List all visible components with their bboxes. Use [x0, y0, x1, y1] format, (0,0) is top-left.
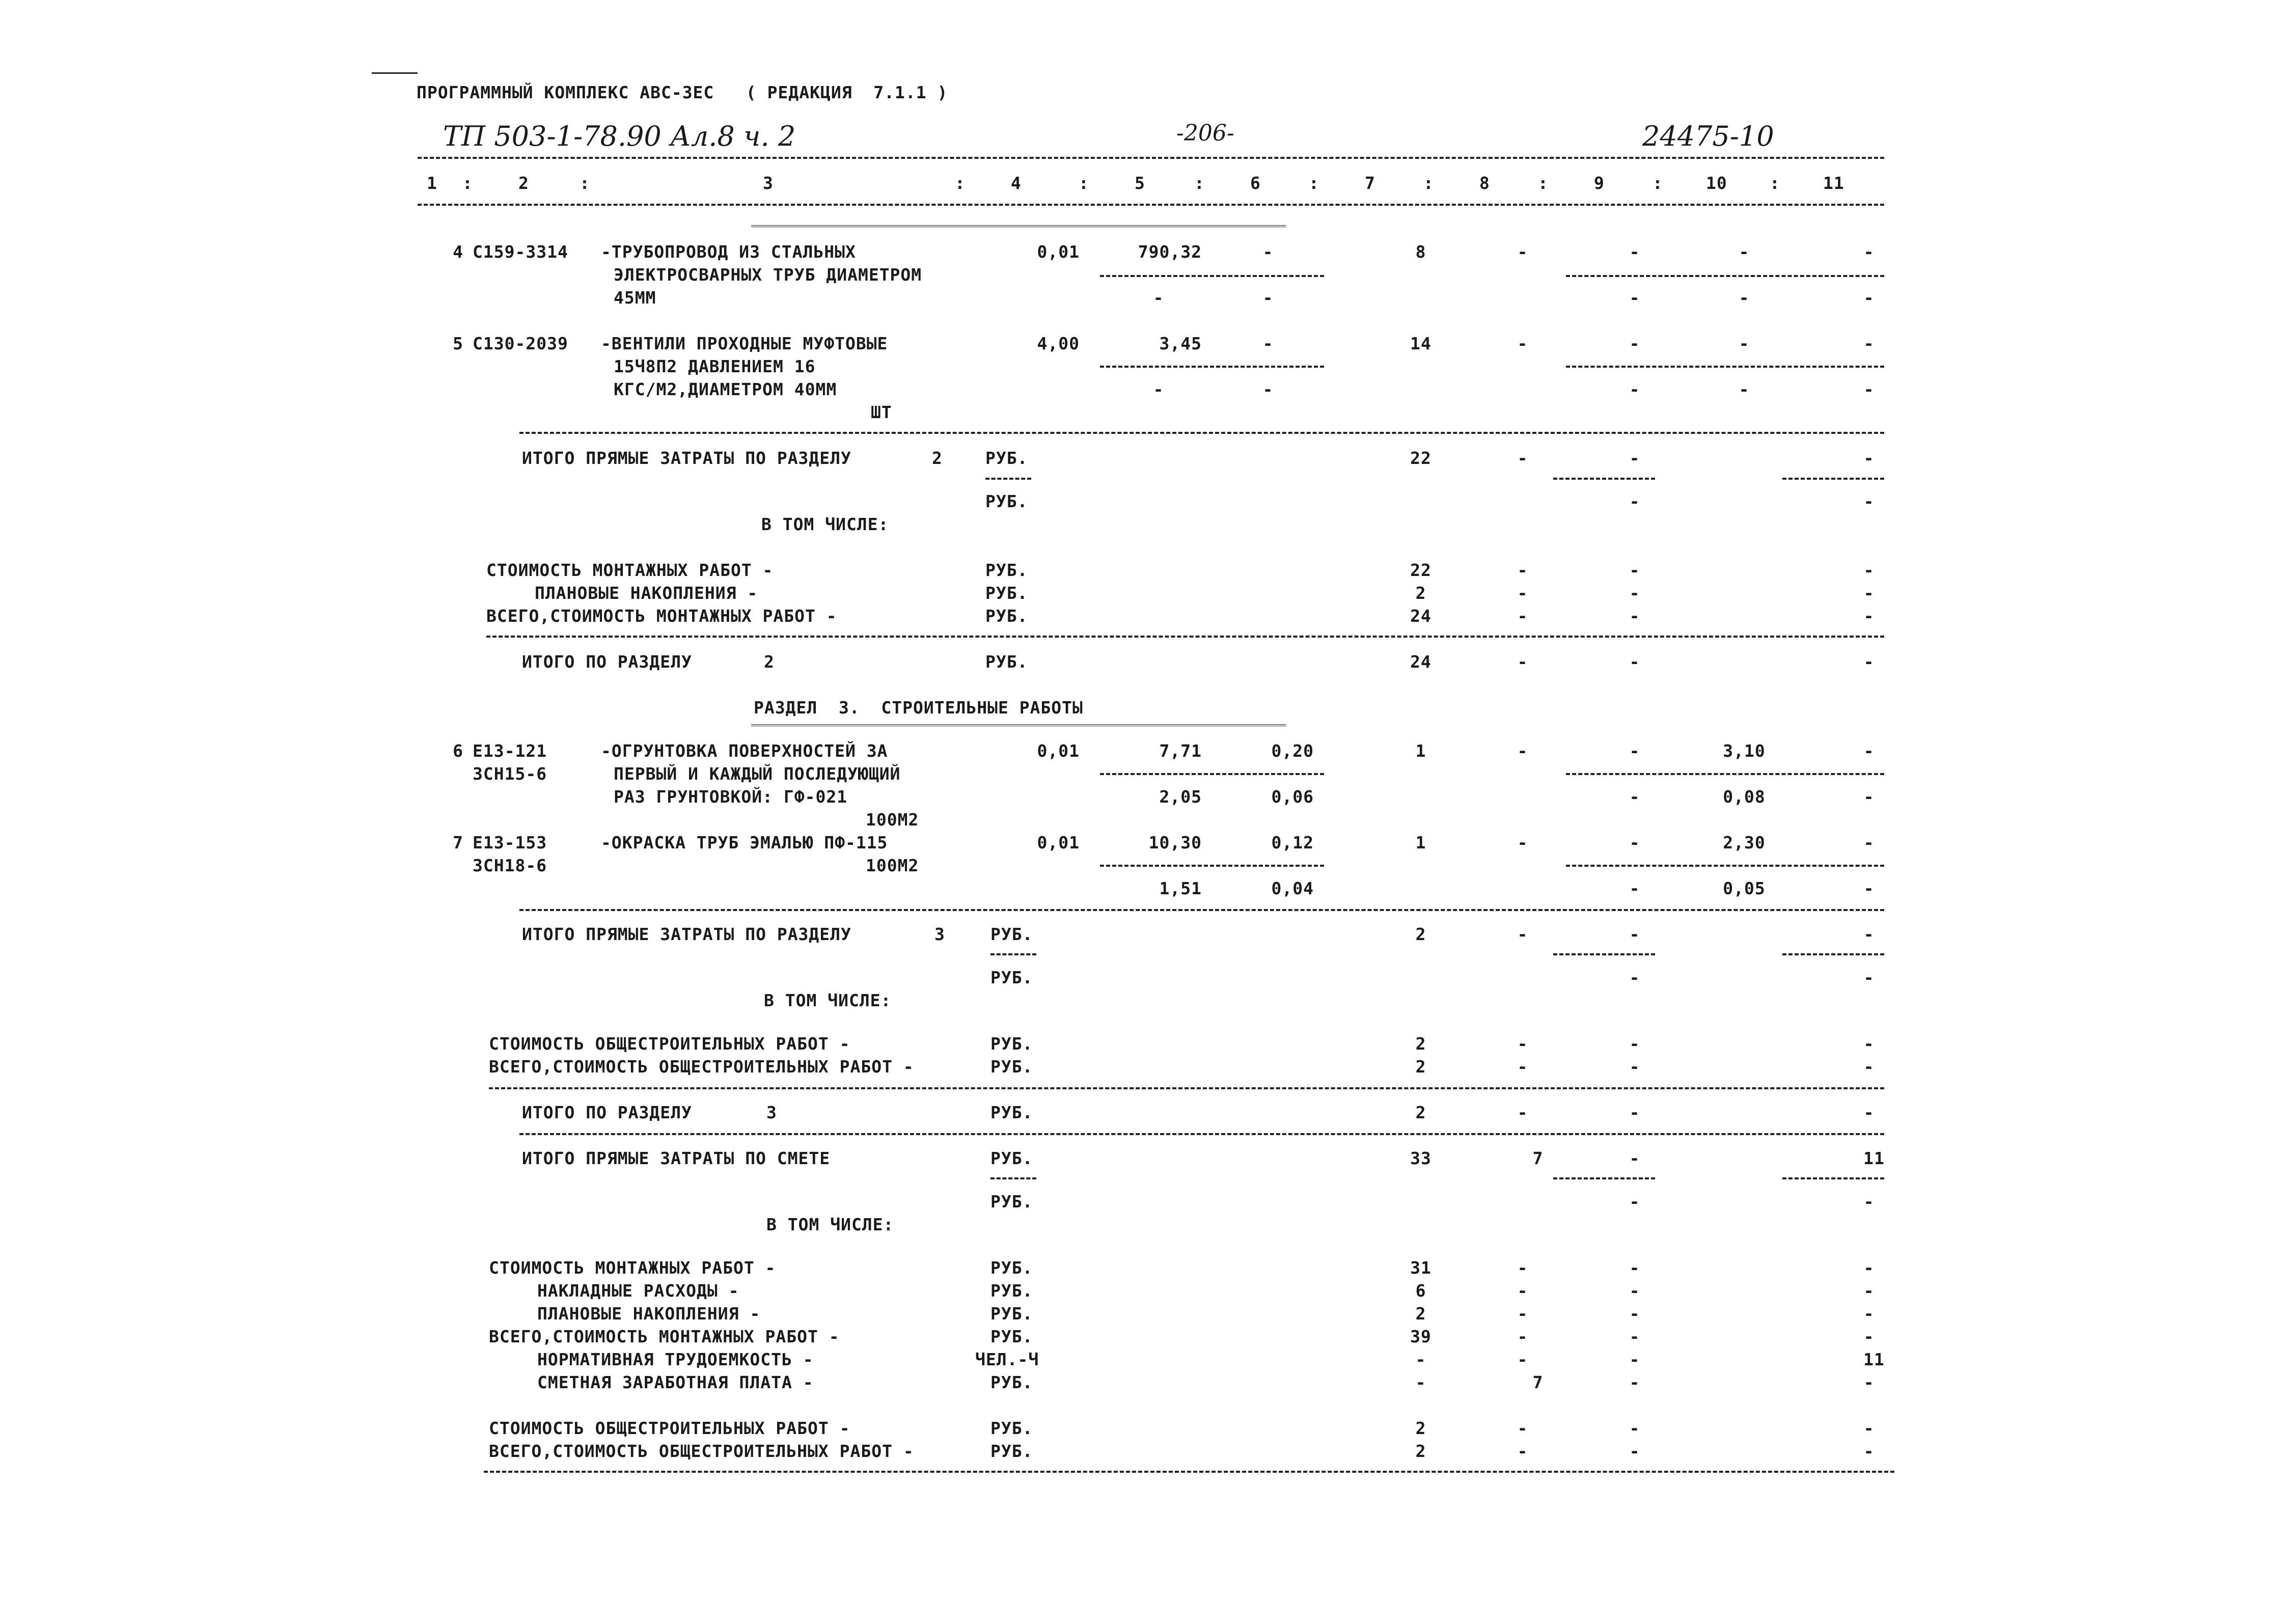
breakdown-c7: 2: [1415, 583, 1426, 603]
breakdown-unit: РУБ.: [985, 560, 1028, 580]
item-c9: -: [1629, 334, 1640, 353]
col-sep: :: [1194, 173, 1205, 193]
item-c10: -: [1739, 242, 1750, 262]
total-c9: -: [1629, 924, 1640, 944]
total-c11: -: [1863, 448, 1875, 468]
rule: [519, 432, 1884, 434]
breakdown-unit: РУБ.: [990, 1441, 1033, 1461]
rule: [519, 1133, 1884, 1135]
item-c11b: -: [1863, 787, 1875, 807]
sub-rule: [1566, 275, 1884, 277]
breakdown-c7: 2: [1415, 1057, 1426, 1077]
item-c5b: 1,51: [1159, 878, 1202, 898]
breakdown-unit: РУБ.: [985, 583, 1028, 603]
breakdown-label: СМЕТНАЯ ЗАРАБОТНАЯ ПЛАТА -: [537, 1372, 814, 1392]
item-c9b: -: [1629, 878, 1640, 898]
col-sep: :: [1538, 173, 1549, 193]
item-c10b: 0,08: [1723, 787, 1766, 807]
total-c11b: -: [1863, 491, 1875, 511]
sub-rule: [1553, 1177, 1655, 1179]
item-c11b: -: [1863, 288, 1875, 308]
item-name-line: -ОГРУНТОВКА ПОВЕРХНОСТЕЙ ЗА: [601, 741, 888, 761]
breakdown-c9: -: [1629, 1372, 1640, 1392]
rule: [486, 636, 1884, 638]
item-quantity: 0,01: [1037, 741, 1080, 761]
breakdown-c9: -: [1629, 1350, 1640, 1369]
breakdown-c9: -: [1629, 583, 1640, 603]
item-number: 4: [453, 242, 463, 262]
breakdown-label: ВСЕГО,СТОИМОСТЬ ОБЩЕСТРОИТЕЛЬНЫХ РАБОТ -: [489, 1441, 914, 1461]
total-c9: -: [1629, 448, 1640, 468]
item-quantity: 0,01: [1037, 833, 1080, 852]
item-unit: 100М2: [866, 810, 919, 830]
section-underline: [751, 724, 1286, 727]
item-number: 5: [453, 334, 463, 353]
breakdown-c8: -: [1517, 1057, 1528, 1077]
breakdown-c11: -: [1863, 1441, 1875, 1461]
estimate-c9b: -: [1629, 1192, 1640, 1212]
total-label: ИТОГО ПРЯМЫЕ ЗАТРАТЫ ПО РАЗДЕЛУ: [522, 924, 851, 944]
sub-rule: [990, 1177, 1036, 1179]
item-c10b: -: [1739, 288, 1750, 308]
rule-bottom: [484, 1471, 1894, 1473]
total-label: ИТОГО ПРЯМЫЕ ЗАТРАТЫ ПО РАЗДЕЛУ: [522, 448, 851, 468]
item-c11b: -: [1863, 379, 1875, 399]
item-unit-price: 3,45: [1159, 334, 1202, 353]
item-name-line: ПЕРВЫЙ И КАЖДЫЙ ПОСЛЕДУЮЩИЙ: [614, 764, 901, 784]
sub-rule: [990, 953, 1036, 955]
breakdown-c11: -: [1863, 606, 1875, 626]
item-c5b: -: [1153, 379, 1164, 399]
breakdown-c8: 7: [1532, 1372, 1544, 1392]
item-c11b: -: [1863, 878, 1875, 898]
breakdown-c9: -: [1629, 1304, 1640, 1324]
breakdown-c8: -: [1517, 606, 1528, 626]
item-c6: 0,20: [1271, 741, 1314, 761]
item-c11: -: [1863, 741, 1875, 761]
breakdown-label: СТОИМОСТЬ МОНТАЖНЫХ РАБОТ -: [486, 560, 774, 580]
breakdown-c8: -: [1517, 1350, 1528, 1369]
rule: [519, 909, 1884, 911]
estimate-total-label: ИТОГО ПРЯМЫЕ ЗАТРАТЫ ПО СМЕТЕ: [522, 1148, 831, 1168]
currency: РУБ.: [990, 924, 1033, 944]
item-c8: -: [1517, 833, 1528, 852]
header-rule-bottom: [418, 204, 1884, 206]
breakdown-c7: 2: [1415, 1441, 1426, 1461]
sub-rule: [1553, 953, 1655, 955]
breakdown-c11: -: [1863, 1281, 1875, 1301]
col-6: 6: [1250, 173, 1261, 193]
item-c9b: -: [1629, 379, 1640, 399]
item-c9b: -: [1629, 787, 1640, 807]
section-number: 3: [934, 924, 945, 944]
breakdown-c9: -: [1629, 1418, 1640, 1438]
breakdown-c9: -: [1629, 560, 1640, 580]
section-number: 3: [766, 1103, 777, 1122]
breakdown-c7: 2: [1415, 1304, 1426, 1324]
total-c8: -: [1517, 448, 1528, 468]
page-number: -206-: [1176, 120, 1234, 146]
item-c8: -: [1517, 334, 1528, 353]
col-sep: :: [580, 173, 590, 193]
item-c6b: 0,06: [1271, 787, 1314, 807]
breakdown-c8: -: [1517, 1304, 1528, 1324]
breakdown-label: ПЛАНОВЫЕ НАКОПЛЕНИЯ -: [537, 1304, 761, 1324]
section-total-label: ИТОГО ПО РАЗДЕЛУ: [522, 1103, 692, 1122]
item-name-line: -ТРУБОПРОВОД ИЗ СТАЛЬНЫХ: [601, 242, 856, 262]
currency: РУБ.: [990, 968, 1033, 987]
total-c9b: -: [1629, 968, 1640, 987]
breakdown-label: ВСЕГО,СТОИМОСТЬ МОНТАЖНЫХ РАБОТ -: [486, 606, 837, 626]
breakdown-unit: РУБ.: [990, 1281, 1033, 1301]
item-c8: -: [1517, 242, 1528, 262]
sub-rule: [1100, 366, 1324, 368]
item-total: 14: [1410, 334, 1431, 353]
sub-rule: [1566, 865, 1884, 867]
col-sep: :: [462, 173, 473, 193]
item-name-line: -ВЕНТИЛИ ПРОХОДНЫЕ МУФТОВЫЕ: [601, 334, 888, 353]
breakdown-label: НАКЛАДНЫЕ РАСХОДЫ -: [537, 1281, 739, 1301]
item-quantity: 0,01: [1037, 242, 1080, 262]
currency: РУБ.: [985, 652, 1028, 672]
total-c8: -: [1517, 924, 1528, 944]
breakdown-c7: -: [1415, 1350, 1426, 1369]
breakdown-label: НОРМАТИВНАЯ ТРУДОЕМКОСТЬ -: [537, 1350, 814, 1369]
breakdown-label: ВСЕГО,СТОИМОСТЬ ОБЩЕСТРОИТЕЛЬНЫХ РАБОТ -: [489, 1057, 914, 1077]
estimate-c11: 11: [1863, 1148, 1885, 1168]
breakdown-label: ВСЕГО,СТОИМОСТЬ МОНТАЖНЫХ РАБОТ -: [489, 1327, 840, 1346]
total-c7: 2: [1415, 924, 1426, 944]
col-9: 9: [1594, 173, 1605, 193]
item-c6b: 0,04: [1271, 878, 1314, 898]
col-8: 8: [1479, 173, 1490, 193]
item-c9b: -: [1629, 288, 1640, 308]
breakdown-label: СТОИМОСТЬ ОБЩЕСТРОИТЕЛЬНЫХ РАБОТ -: [489, 1418, 850, 1438]
breakdown-unit: РУБ.: [990, 1327, 1033, 1346]
breakdown-c9: -: [1629, 1034, 1640, 1054]
item-code: Е13-153: [473, 833, 547, 852]
section-3-title: РАЗДЕЛ 3. СТРОИТЕЛЬНЫЕ РАБОТЫ: [754, 698, 1083, 718]
rule: [489, 1087, 1884, 1089]
item-name-line: 45ММ: [614, 288, 656, 308]
total-c11: -: [1863, 924, 1875, 944]
header-rule-top: [418, 157, 1884, 159]
currency: РУБ.: [985, 491, 1028, 511]
item-name-line: ЭЛЕКТРОСВАРНЫХ ТРУБ ДИАМЕТРОМ: [614, 265, 922, 285]
sub-rule: [1100, 773, 1324, 775]
item-total: 1: [1415, 833, 1426, 852]
breakdown-c7: 24: [1410, 606, 1431, 626]
item-c6: -: [1262, 242, 1274, 262]
item-name-line: РАЗ ГРУНТОВКОЙ: ГФ-021: [614, 787, 848, 807]
including-label: В ТОМ ЧИСЛЕ:: [761, 514, 889, 534]
breakdown-c11: -: [1863, 1327, 1875, 1346]
sub-rule: [985, 478, 1031, 480]
item-name-line: -ОКРАСКА ТРУБ ЭМАЛЬЮ ПФ-115: [601, 833, 888, 852]
breakdown-c8: -: [1517, 1281, 1528, 1301]
section-total-c8: -: [1517, 1103, 1528, 1122]
section-number: 2: [764, 652, 775, 672]
item-code-secondary: ЗСН15-6: [473, 764, 547, 784]
breakdown-c11: -: [1863, 1372, 1875, 1392]
breakdown-c7: 22: [1410, 560, 1431, 580]
section-total-c9: -: [1629, 652, 1640, 672]
breakdown-label: ПЛАНОВЫЕ НАКОПЛЕНИЯ -: [535, 583, 758, 603]
item-code-secondary: ЗСН18-6: [473, 856, 547, 875]
breakdown-unit: РУБ.: [990, 1418, 1033, 1438]
item-c10: 3,10: [1723, 741, 1766, 761]
col-7: 7: [1365, 173, 1375, 193]
sub-rule: [1553, 478, 1655, 480]
currency: РУБ.: [990, 1148, 1033, 1168]
item-c10b: 0,05: [1723, 878, 1766, 898]
col-11: 11: [1823, 173, 1844, 193]
total-c11b: -: [1863, 968, 1875, 987]
item-unit: 100М2: [866, 856, 919, 875]
col-5: 5: [1135, 173, 1145, 193]
document-code: ТП 503-1-78.90 Ал.8 ч. 2: [443, 120, 796, 152]
breakdown-unit: РУБ.: [990, 1034, 1033, 1054]
section-total-c8: -: [1517, 652, 1528, 672]
item-c8: -: [1517, 741, 1528, 761]
breakdown-c7: 2: [1415, 1418, 1426, 1438]
breakdown-c9: -: [1629, 1281, 1640, 1301]
col-2: 2: [518, 173, 529, 193]
breakdown-c11: -: [1863, 583, 1875, 603]
breakdown-c8: -: [1517, 583, 1528, 603]
breakdown-label: СТОИМОСТЬ МОНТАЖНЫХ РАБОТ -: [489, 1258, 776, 1278]
item-code: С159-3314: [473, 242, 568, 262]
breakdown-c11: -: [1863, 1057, 1875, 1077]
breakdown-c9: -: [1629, 1327, 1640, 1346]
item-c9: -: [1629, 833, 1640, 852]
breakdown-c9: -: [1629, 1258, 1640, 1278]
item-unit: ШТ: [871, 402, 892, 422]
breakdown-c11: -: [1863, 1258, 1875, 1278]
currency: РУБ.: [990, 1192, 1033, 1212]
item-unit-price: 10,30: [1148, 833, 1202, 852]
breakdown-c7: 2: [1415, 1034, 1426, 1054]
item-code: Е13-121: [473, 741, 547, 761]
col-sep: :: [1079, 173, 1089, 193]
breakdown-c9: -: [1629, 606, 1640, 626]
sub-rule: [1782, 1177, 1884, 1179]
section-total-c7: 24: [1410, 652, 1431, 672]
breakdown-c11: -: [1863, 1304, 1875, 1324]
section-underline: [751, 225, 1286, 228]
item-name-line: КГС/М2,ДИАМЕТРОМ 40ММ: [614, 379, 837, 399]
col-sep: :: [955, 173, 966, 193]
item-number: 7: [453, 833, 463, 852]
currency: РУБ.: [990, 1103, 1033, 1122]
estimate-c8: 7: [1532, 1148, 1544, 1168]
sub-rule: [1100, 865, 1324, 867]
breakdown-c7: 6: [1415, 1281, 1426, 1301]
item-name-line: 15Ч8П2 ДАВЛЕНИЕМ 16: [614, 356, 816, 376]
item-total: 1: [1415, 741, 1426, 761]
item-code: С130-2039: [473, 334, 568, 353]
item-c9: -: [1629, 242, 1640, 262]
breakdown-c7: 31: [1410, 1258, 1431, 1278]
breakdown-unit: РУБ.: [990, 1057, 1033, 1077]
breakdown-c11: -: [1863, 1418, 1875, 1438]
item-c10b: -: [1739, 379, 1750, 399]
sub-rule: [1782, 478, 1884, 480]
breakdown-c8: -: [1517, 1418, 1528, 1438]
col-sep: :: [1309, 173, 1319, 193]
item-c6: -: [1262, 334, 1274, 353]
item-c5b: 2,05: [1159, 787, 1202, 807]
section-number: 2: [932, 448, 943, 468]
col-3: 3: [763, 173, 774, 193]
breakdown-c7: -: [1415, 1372, 1426, 1392]
breakdown-unit: РУБ.: [985, 606, 1028, 626]
breakdown-c11: -: [1863, 560, 1875, 580]
section-total-label: ИТОГО ПО РАЗДЕЛУ: [522, 652, 692, 672]
breakdown-unit: ЧЕЛ.-Ч: [975, 1350, 1039, 1369]
item-c10: 2,30: [1723, 833, 1766, 852]
breakdown-c7: 39: [1410, 1327, 1431, 1346]
breakdown-c8: -: [1517, 1441, 1528, 1461]
item-c11: -: [1863, 242, 1875, 262]
item-c11: -: [1863, 833, 1875, 852]
item-c6b: -: [1262, 379, 1274, 399]
col-1: 1: [427, 173, 437, 193]
col-10: 10: [1706, 173, 1727, 193]
breakdown-c8: -: [1517, 560, 1528, 580]
sub-rule: [1782, 953, 1884, 955]
item-number: 6: [453, 741, 463, 761]
breakdown-c9: -: [1629, 1441, 1640, 1461]
item-unit-price: 7,71: [1159, 741, 1202, 761]
item-c5b: -: [1153, 288, 1164, 308]
section-total-c9: -: [1629, 1103, 1640, 1122]
breakdown-c9: -: [1629, 1057, 1640, 1077]
item-total: 8: [1415, 242, 1426, 262]
sub-rule: [1566, 773, 1884, 775]
breakdown-unit: РУБ.: [990, 1372, 1033, 1392]
currency: РУБ.: [985, 448, 1028, 468]
section-total-c11: -: [1863, 1103, 1875, 1122]
estimate-c11b: -: [1863, 1192, 1875, 1212]
item-c6: 0,12: [1271, 833, 1314, 852]
breakdown-unit: РУБ.: [990, 1304, 1033, 1324]
item-c9: -: [1629, 741, 1640, 761]
estimate-c9: -: [1629, 1148, 1640, 1168]
total-c9b: -: [1629, 491, 1640, 511]
including-label: В ТОМ ЧИСЛЕ:: [766, 1215, 894, 1234]
sub-rule: [1100, 275, 1324, 277]
program-title: ПРОГРАММНЫЙ КОМПЛЕКС АВС-ЗЕС ( РЕДАКЦИЯ 7.1.1 ): [417, 82, 948, 102]
breakdown-unit: РУБ.: [990, 1258, 1033, 1278]
corner-mark: [372, 72, 418, 74]
item-c6b: -: [1262, 288, 1274, 308]
col-sep: :: [1423, 173, 1434, 193]
item-c11: -: [1863, 334, 1875, 353]
col-sep: :: [1652, 173, 1663, 193]
col-sep: :: [1770, 173, 1780, 193]
col-4: 4: [1011, 173, 1022, 193]
item-quantity: 4,00: [1037, 334, 1080, 353]
breakdown-label: СТОИМОСТЬ ОБЩЕСТРОИТЕЛЬНЫХ РАБОТ -: [489, 1034, 850, 1054]
including-label: В ТОМ ЧИСЛЕ:: [764, 990, 892, 1010]
total-c7: 22: [1410, 448, 1431, 468]
breakdown-c8: -: [1517, 1258, 1528, 1278]
section-total-c7: 2: [1415, 1103, 1426, 1122]
breakdown-c11: 11: [1863, 1350, 1885, 1369]
section-total-c11: -: [1863, 652, 1875, 672]
item-c10: -: [1739, 334, 1750, 353]
item-unit-price: 790,32: [1138, 242, 1202, 262]
breakdown-c8: -: [1517, 1327, 1528, 1346]
breakdown-c11: -: [1863, 1034, 1875, 1054]
document-number: 24475-10: [1642, 120, 1774, 152]
breakdown-c8: -: [1517, 1034, 1528, 1054]
sub-rule: [1566, 366, 1884, 368]
estimate-c7: 33: [1410, 1148, 1431, 1168]
